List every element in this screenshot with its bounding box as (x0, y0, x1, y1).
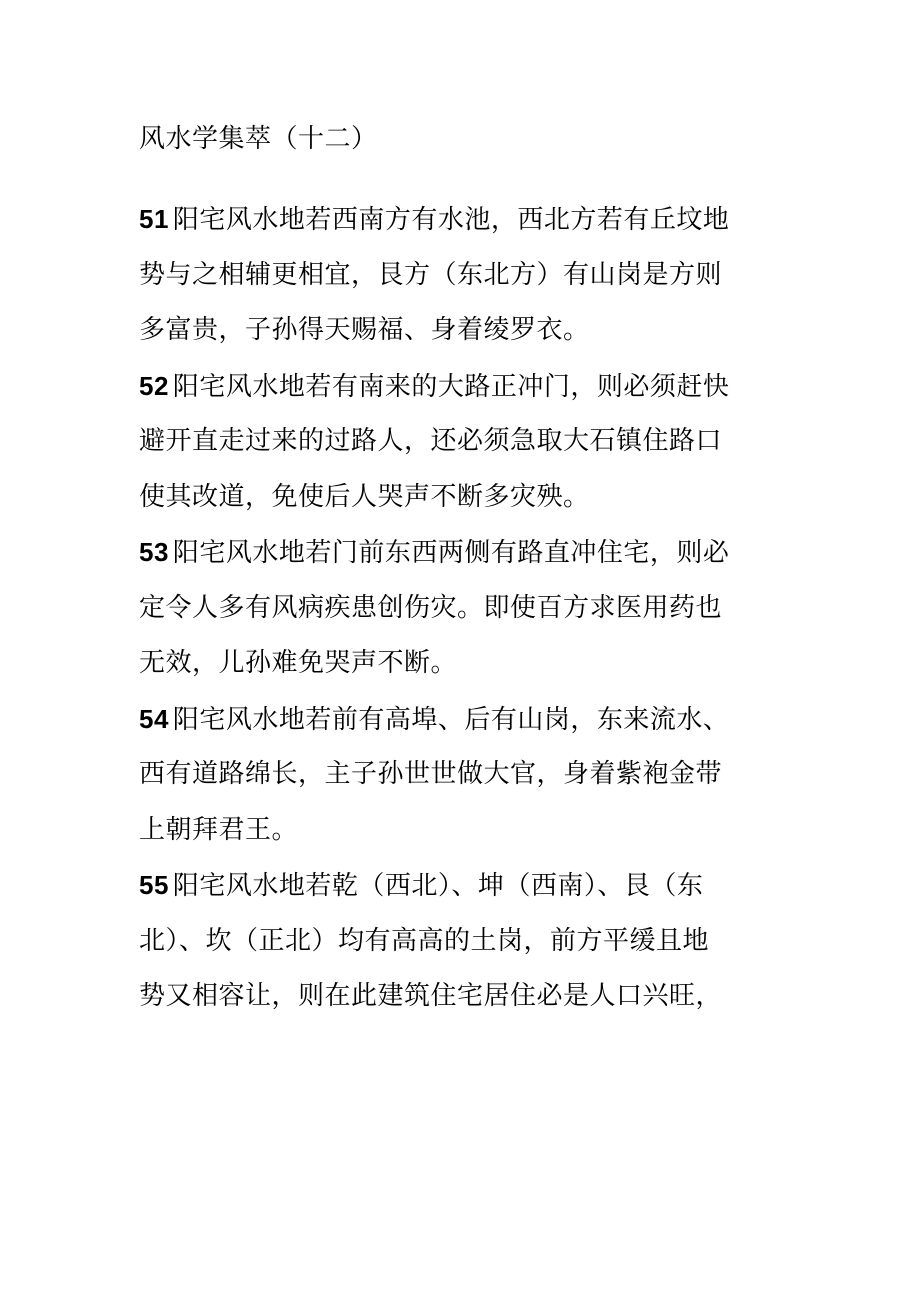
entry-line (139, 525, 779, 581)
entry-52 (139, 359, 779, 526)
entry-text: 阳宅风水地若门前东西两侧有路直冲住宅，则必 (172, 538, 730, 568)
entry-line: 定令人多有风病疾患创伤灾。即使百方求医用药也 (139, 592, 723, 623)
entry-line (139, 359, 779, 415)
entry-54 (139, 692, 779, 859)
entry-line: 势与之相辅更相宜，艮方（东北方）有山岗是方则 (139, 259, 723, 290)
entry-line: 避开直走过来的过路人，还必须急取大石镇住路口 (139, 426, 723, 456)
page-title: 风水学集萃（十二） (139, 124, 378, 154)
entry-line: 使其改道，免使后人哭声不断多灾殃。 (139, 481, 590, 512)
entry-55 (139, 858, 779, 1025)
entry-line: 无效，儿孙难免哭声不断。 (139, 648, 458, 678)
entry-list (139, 192, 779, 1025)
entry-line (139, 858, 779, 914)
entry-number: 53 (139, 537, 169, 567)
entry-text: 阳宅风水地若乾（西北）、坤（西南）、艮（东 (172, 871, 704, 901)
entry-number: 51 (139, 204, 169, 234)
entry-line: 多富贵，子孙得天赐福、身着绫罗衣。 (139, 315, 590, 345)
entry-text: 阳宅风水地若前有高埠、后有山岗，东来流水、 (172, 704, 730, 735)
entry-line: 北）、坎（正北）均有高高的土岗，前方平缓且地 (139, 925, 710, 956)
entry-text: 阳宅风水地若西南方有水池，西北方若有丘坟地 (172, 205, 730, 235)
entry-line: 西有道路绵长，主子孙世世做大官，身着紫袍金带 (139, 759, 723, 789)
entry-line: 势又相容让，则在此建筑住宅居住必是人口兴旺， (139, 981, 723, 1011)
entry-number: 52 (139, 370, 169, 401)
entry-number: 54 (139, 703, 169, 734)
entry-line (139, 692, 779, 748)
entry-text: 阳宅风水地若有南来的大路正冲门，则必须赶快 (172, 371, 730, 402)
entry-line (139, 192, 779, 248)
entry-51 (139, 192, 779, 359)
entry-53 (139, 525, 779, 692)
entry-number: 55 (139, 870, 169, 900)
entry-line: 上朝拜君王。 (139, 814, 299, 845)
